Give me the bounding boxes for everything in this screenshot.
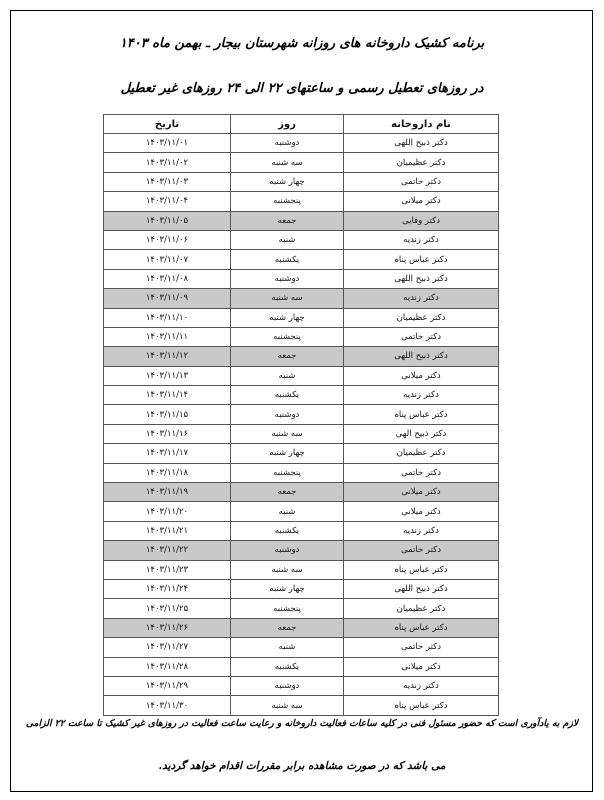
date-cell: ۱۴۰۳/۱۱/۱۹ [104, 483, 231, 502]
date-cell: ۱۴۰۳/۱۱/۰۲ [104, 153, 231, 172]
date-cell: ۱۴۰۳/۱۱/۰۵ [104, 211, 231, 230]
table-row [104, 230, 499, 249]
table-row [104, 463, 499, 482]
date-cell: ۱۴۰۳/۱۱/۱۸ [104, 463, 231, 482]
pharmacy-name-cell: دکتر عباس پناه [344, 696, 499, 715]
date-cell: ۱۴۰۳/۱۱/۳۰ [104, 696, 231, 715]
table-row [104, 657, 499, 676]
pharmacy-name-cell: دکتر میلانی [344, 502, 499, 521]
table-row [104, 308, 499, 327]
day-cell: جمعه [231, 211, 344, 230]
day-cell: چهار شنبه [231, 579, 344, 598]
table-row [104, 638, 499, 657]
table-row [104, 483, 499, 502]
date-cell: ۱۴۰۳/۱۱/۲۳ [104, 560, 231, 579]
document-subtitle: در روزهای تعطیل رسمی و ساعتهای ۲۲ الی ۲۴ روزهای غیر تعطیل [120, 81, 484, 96]
table-row [104, 618, 499, 637]
day-cell: پنجشنبه [231, 463, 344, 482]
day-cell: شنبه [231, 502, 344, 521]
pharmacy-name-cell: دکتر میلانی [344, 192, 499, 211]
day-cell: دوشنبه [231, 676, 344, 695]
table-row [104, 560, 499, 579]
table-row [104, 347, 499, 366]
table-row [104, 289, 499, 308]
pharmacy-name-cell: دکتر زندیه [344, 521, 499, 540]
day-cell: جمعه [231, 347, 344, 366]
pharmacy-name-cell: دکتر زندیه [344, 230, 499, 249]
pharmacy-name-cell: دکتر ذبیح اللهی [344, 269, 499, 288]
day-cell: شنبه [231, 638, 344, 657]
table-row [104, 134, 499, 153]
pharmacy-name-cell: دکتر عباس پناه [344, 618, 499, 637]
pharmacy-name-cell: دکتر زندیه [344, 386, 499, 405]
day-cell: چهار شنبه [231, 308, 344, 327]
table-row [104, 172, 499, 191]
pharmacy-name-cell: دکتر حاتمی [344, 327, 499, 346]
table-row [104, 696, 499, 715]
table-header-row [104, 115, 499, 134]
table-row [104, 153, 499, 172]
pharmacy-name-cell: دکتر میلانی [344, 483, 499, 502]
table-row [104, 192, 499, 211]
pharmacy-name-cell: دکتر ذبیح اللهی [344, 134, 499, 153]
day-cell: یکشنبه [231, 657, 344, 676]
header-pharmacy-name: نام داروخانه [344, 115, 499, 134]
date-cell: ۱۴۰۳/۱۱/۲۶ [104, 618, 231, 637]
date-cell: ۱۴۰۳/۱۱/۱۷ [104, 444, 231, 463]
pharmacy-name-cell: دکتر حاتمی [344, 638, 499, 657]
day-cell: سه شنبه [231, 424, 344, 443]
date-cell: ۱۴۰۳/۱۱/۱۰ [104, 308, 231, 327]
date-cell: ۱۴۰۳/۱۱/۰۸ [104, 269, 231, 288]
day-cell: دوشنبه [231, 541, 344, 560]
day-cell: دوشنبه [231, 269, 344, 288]
footer-note-line-2: می باشد که در صورت مشاهده برابر مقررات اقدام خواهد گردید. [158, 760, 446, 772]
date-cell: ۱۴۰۳/۱۱/۲۹ [104, 676, 231, 695]
pharmacy-name-cell: دکتر عباس پناه [344, 405, 499, 424]
header-day: روز [231, 115, 344, 134]
table-row [104, 269, 499, 288]
pharmacy-name-cell: دکتر وفایی [344, 211, 499, 230]
table-row [104, 405, 499, 424]
pharmacy-name-cell: دکتر عظیمیان [344, 153, 499, 172]
pharmacy-name-cell: دکتر ذبیح اللهی [344, 347, 499, 366]
day-cell: یکشنبه [231, 386, 344, 405]
pharmacy-name-cell: دکتر حاتمی [344, 172, 499, 191]
date-cell: ۱۴۰۳/۱۱/۰۴ [104, 192, 231, 211]
table-row [104, 521, 499, 540]
day-cell: پنجشنبه [231, 192, 344, 211]
date-cell: ۱۴۰۳/۱۱/۱۴ [104, 386, 231, 405]
day-cell: یکشنبه [231, 521, 344, 540]
table-row [104, 366, 499, 385]
date-cell: ۱۴۰۳/۱۱/۱۳ [104, 366, 231, 385]
table-row [104, 211, 499, 230]
pharmacy-name-cell: دکتر زندیه [344, 289, 499, 308]
table-row [104, 676, 499, 695]
day-cell: دوشنبه [231, 405, 344, 424]
date-cell: ۱۴۰۳/۱۱/۲۲ [104, 541, 231, 560]
table-row [104, 579, 499, 598]
day-cell: یکشنبه [231, 250, 344, 269]
day-cell: سه شنبه [231, 153, 344, 172]
day-cell: پنجشنبه [231, 599, 344, 618]
date-cell: ۱۴۰۳/۱۱/۲۰ [104, 502, 231, 521]
pharmacy-name-cell: دکتر میلانی [344, 657, 499, 676]
pharmacy-name-cell: دکتر عظیمیان [344, 599, 499, 618]
pharmacy-name-cell: دکتر عظیمیان [344, 308, 499, 327]
day-cell: پنجشنبه [231, 327, 344, 346]
table-row [104, 386, 499, 405]
table-row [104, 327, 499, 346]
header-date: تاریخ [104, 115, 231, 134]
date-cell: ۱۴۰۳/۱۱/۰۹ [104, 289, 231, 308]
day-cell: جمعه [231, 483, 344, 502]
date-cell: ۱۴۰۳/۱۱/۱۲ [104, 347, 231, 366]
document-title: برنامه کشیک داروخانه های روزانه شهرستان بیجار ـ بهمن ماه ۱۴۰۳ [119, 36, 485, 51]
day-cell: چهار شنبه [231, 172, 344, 191]
table-row [104, 250, 499, 269]
day-cell: دوشنبه [231, 134, 344, 153]
pharmacy-name-cell: دکتر حاتمی [344, 541, 499, 560]
date-cell: ۱۴۰۳/۱۱/۲۱ [104, 521, 231, 540]
pharmacy-name-cell: دکتر میلانی [344, 366, 499, 385]
day-cell: شنبه [231, 230, 344, 249]
day-cell: سه شنبه [231, 289, 344, 308]
day-cell: جمعه [231, 618, 344, 637]
pharmacy-name-cell: دکتر عظیمیان [344, 444, 499, 463]
date-cell: ۱۴۰۳/۱۱/۲۷ [104, 638, 231, 657]
day-cell: سه شنبه [231, 560, 344, 579]
date-cell: ۱۴۰۳/۱۱/۰۷ [104, 250, 231, 269]
day-cell: سه شنبه [231, 696, 344, 715]
date-cell: ۱۴۰۳/۱۱/۲۸ [104, 657, 231, 676]
date-cell: ۱۴۰۳/۱۱/۲۵ [104, 599, 231, 618]
pharmacy-name-cell: دکتر عباس پناه [344, 250, 499, 269]
date-cell: ۱۴۰۳/۱۱/۱۶ [104, 424, 231, 443]
pharmacy-name-cell: دکتر ذبیح اللهی [344, 579, 499, 598]
date-cell: ۱۴۰۳/۱۱/۰۱ [104, 134, 231, 153]
pharmacy-schedule-table [103, 114, 499, 716]
date-cell: ۱۴۰۳/۱۱/۲۴ [104, 579, 231, 598]
table-row [104, 599, 499, 618]
date-cell: ۱۴۰۳/۱۱/۰۳ [104, 172, 231, 191]
date-cell: ۱۴۰۳/۱۱/۱۱ [104, 327, 231, 346]
footer-note-line-1: لازم به یادآوری است که حضور مسئول فنی در کلیه ساعات فعالیت داروخانه و رعایت ساعت فعالیت در روزهای غیر کشیک تا ساعت ۲۲ الزامی [25, 718, 579, 729]
pharmacy-name-cell: دکتر زندیه [344, 676, 499, 695]
pharmacy-name-cell: دکتر ذبیح الهی [344, 424, 499, 443]
table-row [104, 541, 499, 560]
day-cell: شنبه [231, 366, 344, 385]
table-row [104, 502, 499, 521]
date-cell: ۱۴۰۳/۱۱/۰۶ [104, 230, 231, 249]
date-cell: ۱۴۰۳/۱۱/۱۵ [104, 405, 231, 424]
pharmacy-name-cell: دکتر عباس پناه [344, 560, 499, 579]
table-row [104, 424, 499, 443]
day-cell: چهار شنبه [231, 444, 344, 463]
table-row [104, 444, 499, 463]
pharmacy-name-cell: دکتر حاتمی [344, 463, 499, 482]
